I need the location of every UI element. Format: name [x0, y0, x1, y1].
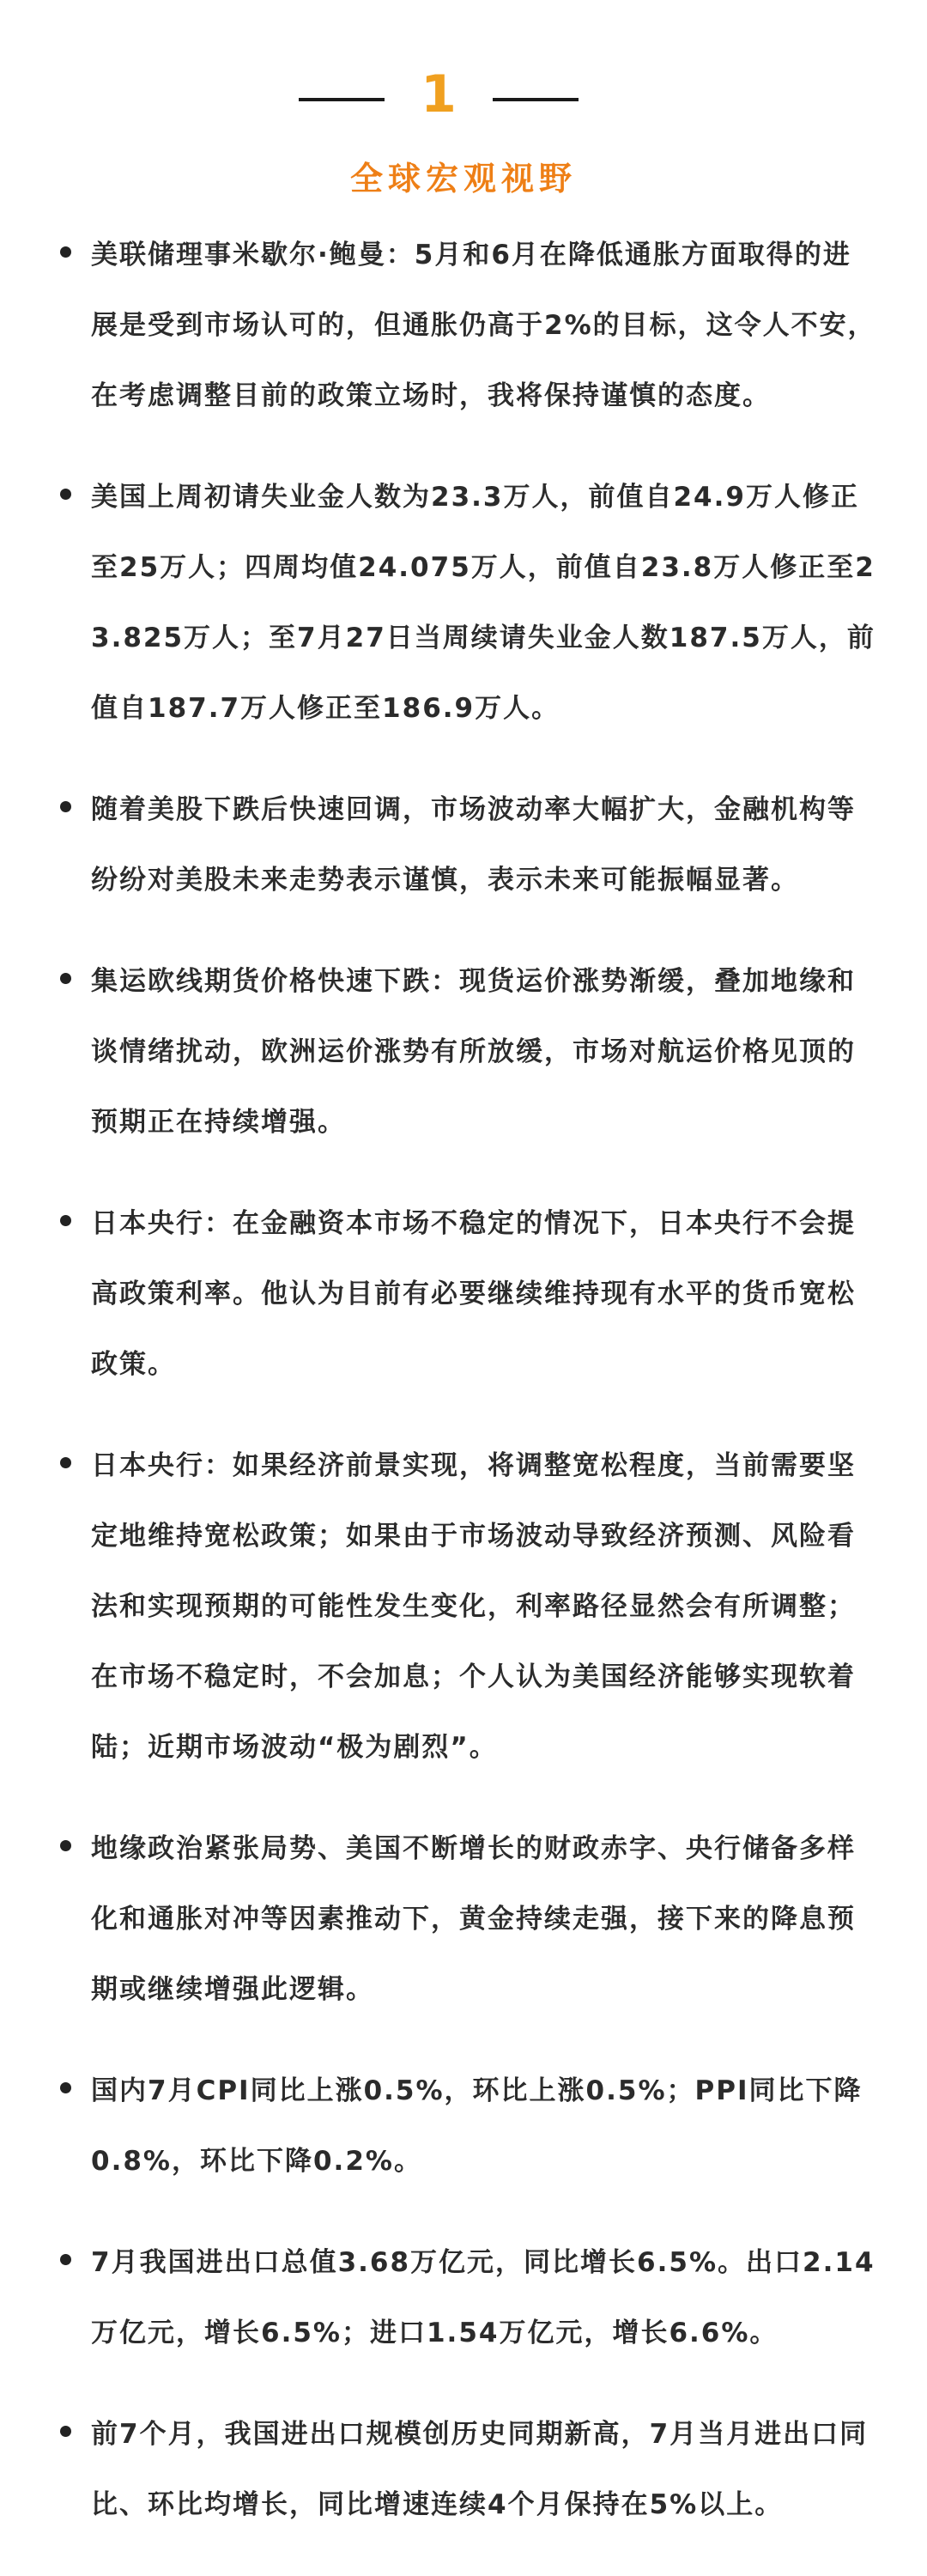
- bullet-dot-icon: [60, 1840, 71, 1851]
- bullet-text: 地缘政治紧张局势、美国不断增长的财政赤字、央行储备多样化和通胀对冲等因素推动下，黄金持续走强，接下来的降息预期或继续增强此逻辑。: [91, 1833, 856, 2005]
- bullet-dot-icon: [60, 2426, 71, 2437]
- bullet-item: [0, 2056, 927, 2196]
- bullet-text: 美联储理事米歇尔·鲍曼：5月和6月在降低通胀方面取得的进展是受到市场认可的，但通胀仍高于2%的目标，这令人不安，在考虑调整目前的政策立场时，我将保持谨慎的态度。: [91, 240, 876, 411]
- bullet-item: [0, 1431, 927, 1783]
- bullet-dot-icon: [60, 2254, 71, 2265]
- section-number: 1: [421, 64, 457, 125]
- section-header: [0, 60, 927, 129]
- bullet-text: 随着美股下跌后快速回调，市场波动率大幅扩大，金融机构等纷纷对美股未来走势表示谨慎，表示未来可能振幅显著。: [91, 794, 856, 896]
- bullet-item: [0, 462, 927, 744]
- bullet-item: [0, 1814, 927, 2025]
- header-divider-right: [493, 98, 579, 101]
- bullet-text: 日本央行：如果经济前景实现，将调整宽松程度，当前需要坚定地维持宽松政策；如果由于市场波动导致经济预测、风险看法和实现预期的可能性发生变化，利率路径显然会有所调整；在市场不稳定时，不会加息；个人认为美国经济能够实现软着陆；近期市场波动“极为剧烈”。: [91, 1450, 856, 1763]
- bullet-item: [0, 1188, 927, 1400]
- bullet-text: 集运欧线期货价格快速下跌：现货运价涨势渐缓，叠加地缘和谈情绪扰动，欧洲运价涨势有所放缓，市场对航运价格见顶的预期正在持续增强。: [91, 966, 856, 1138]
- news-bullet-list: [0, 220, 927, 2571]
- bullet-dot-icon: [60, 973, 71, 984]
- bullet-item: [0, 946, 927, 1157]
- bullet-text: 7月我国进出口总值3.68万亿元，同比增长6.5%。出口2.14万亿元，增长6.5%；进口1.54万亿元，增长6.6%。: [91, 2247, 876, 2348]
- bullet-dot-icon: [60, 801, 71, 812]
- bullet-item: [0, 775, 927, 915]
- bullet-item: [0, 2399, 927, 2540]
- bullet-text: 日本央行：在金融资本市场不稳定的情况下，日本央行不会提高政策利率。他认为目前有必要继续维持现有水平的货币宽松政策。: [91, 1208, 856, 1380]
- bullet-dot-icon: [60, 1457, 71, 1468]
- bullet-item: [0, 220, 927, 431]
- header-divider-left: [299, 98, 385, 101]
- bullet-text: 前7个月，我国进出口规模创历史同期新高，7月当月进出口同比、环比均增长，同比增速连续4个月保持在5%以上。: [91, 2419, 869, 2520]
- bullet-dot-icon: [60, 2082, 71, 2093]
- section-title: 全球宏观视野: [349, 160, 577, 197]
- bullet-item: [0, 2227, 927, 2368]
- bullet-dot-icon: [60, 246, 71, 258]
- bullet-text: 国内7月CPI同比上涨0.5%，环比上涨0.5%；PPI同比下降0.8%，环比下降0.2%。: [91, 2075, 863, 2177]
- bullet-dot-icon: [60, 489, 71, 500]
- bullet-text: 美国上周初请失业金人数为23.3万人，前值自24.9万人修正至25万人；四周均值24.075万人，前值自23.8万人修正至23.825万人；至7月27日当周续请失业金人数187.5万人，前值自187.7万人修正至186.9万人。: [91, 482, 876, 724]
- bullet-dot-icon: [60, 1215, 71, 1226]
